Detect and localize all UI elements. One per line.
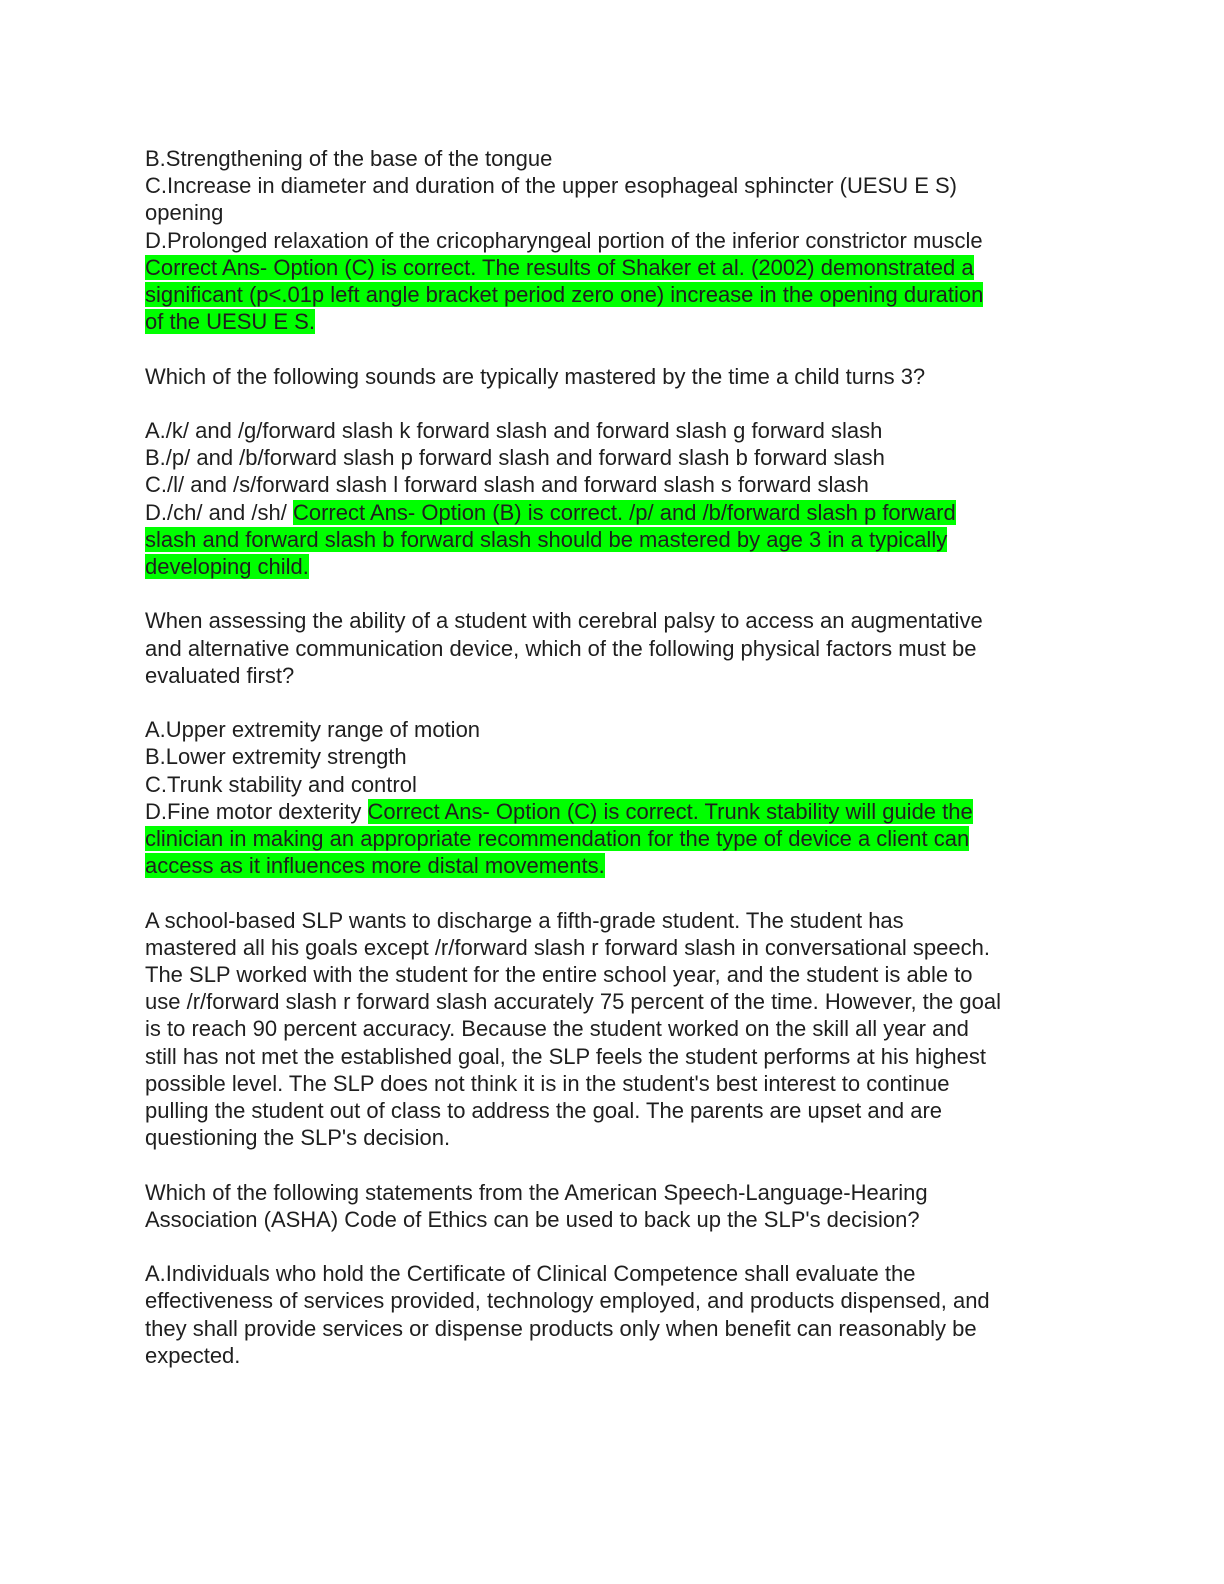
- q4-question-line: Association (ASHA) Code of Ethics can be used to back up the SLP's decision?: [145, 1206, 920, 1232]
- q4-scenario-line: pulling the student out of class to address the goal. The parents are upset and are: [145, 1098, 943, 1124]
- q2-option-c: C./l/ and /s/forward slash l forward slash and forward slash s forward slash: [145, 472, 869, 498]
- q2-option-b: B./p/ and /b/forward slash p forward slash and forward slash b forward slash: [145, 445, 885, 471]
- q4-scenario-line: A school-based SLP wants to discharge a fifth-grade student. The student has: [145, 907, 904, 933]
- q3-answer-line: Correct Ans- Option (C) is correct. Trunk stability will guide the: [367, 798, 973, 824]
- q4-scenario-line: possible level. The SLP does not think it is in the student's best interest to continue: [145, 1070, 950, 1096]
- q4-scenario-line: The SLP worked with the student for the entire school year, and the student is able to: [145, 962, 973, 988]
- q1-answer-line: of the UESU E S.: [145, 309, 315, 335]
- q1-option-c: C.Increase in diameter and duration of the upper esophageal sphincter (UESU E S): [145, 173, 958, 199]
- q3-option-b: B.Lower extremity strength: [145, 744, 407, 770]
- q1-option-b: B.Strengthening of the base of the tongue: [145, 146, 553, 171]
- q4-option-a-line: effectiveness of services provided, technology employed, and products dispensed, and: [145, 1288, 990, 1314]
- q1-answer-line: significant (p<.01p left angle bracket period zero one) increase in the opening duration: [145, 282, 984, 308]
- q2-answer-line: slash and forward slash b forward slash should be mastered by age 3 in a typically: [145, 526, 948, 552]
- q4-scenario-line: use /r/forward slash r forward slash accurately 75 percent of the time. However, the goal: [145, 989, 1001, 1015]
- q3-question-line: When assessing the ability of a student with cerebral palsy to access an augmentative: [145, 608, 983, 634]
- q3-answer-line: access as it influences more distal movements.: [145, 853, 605, 879]
- q4-option-a-line: they shall provide services or dispense products only when benefit can reasonably be: [145, 1315, 977, 1341]
- q4-option-a-line: A.Individuals who hold the Certificate of Clinical Competence shall evaluate the: [145, 1261, 916, 1287]
- q4-question-line: Which of the following statements from the American Speech-Language-Hearing: [145, 1179, 928, 1205]
- q4-option-a-line: expected.: [145, 1342, 241, 1368]
- q2-question: Which of the following sounds are typically mastered by the time a child turns 3?: [145, 363, 926, 389]
- q2-answer-line: Correct Ans- Option (B) is correct. /p/ and /b/forward slash p forward: [292, 499, 956, 525]
- q2-option-a: A./k/ and /g/forward slash k forward slash and forward slash g forward slash: [145, 418, 883, 443]
- q3-question-line: evaluated first?: [145, 662, 295, 688]
- q3-option-d: D.Fine motor dexterity: [145, 798, 362, 824]
- q1-answer-line: Correct Ans- Option (C) is correct. The results of Shaker et al. (2002) demonstrated a: [145, 254, 974, 280]
- q3-answer-line: clinician in making an appropriate recommendation for the type of device a client can: [145, 826, 970, 852]
- q4-scenario-line: mastered all his goals except /r/forward slash r forward slash in conversational speech.: [145, 934, 990, 960]
- q3-option-a: A.Upper extremity range of motion: [145, 717, 481, 743]
- q2-answer-line: developing child.: [145, 554, 309, 580]
- q1-option-d: D.Prolonged relaxation of the cricopharyngeal portion of the inferior constrictor muscle: [145, 227, 983, 253]
- q2-option-d: D./ch/ and /sh/: [145, 499, 287, 525]
- q3-question-line: and alternative communication device, which of the following physical factors must be: [145, 635, 977, 661]
- q4-scenario-line: questioning the SLP's decision.: [145, 1125, 451, 1151]
- document-body: [145, 145, 1075, 1369]
- q1-option-c-cont: opening: [145, 200, 224, 226]
- q4-scenario-line: still has not met the established goal, the SLP feels the student performs at his highest: [145, 1043, 986, 1069]
- q4-scenario-line: is to reach 90 percent accuracy. Because the student worked on the skill all year and: [145, 1016, 969, 1042]
- q3-option-c: C.Trunk stability and control: [145, 771, 417, 797]
